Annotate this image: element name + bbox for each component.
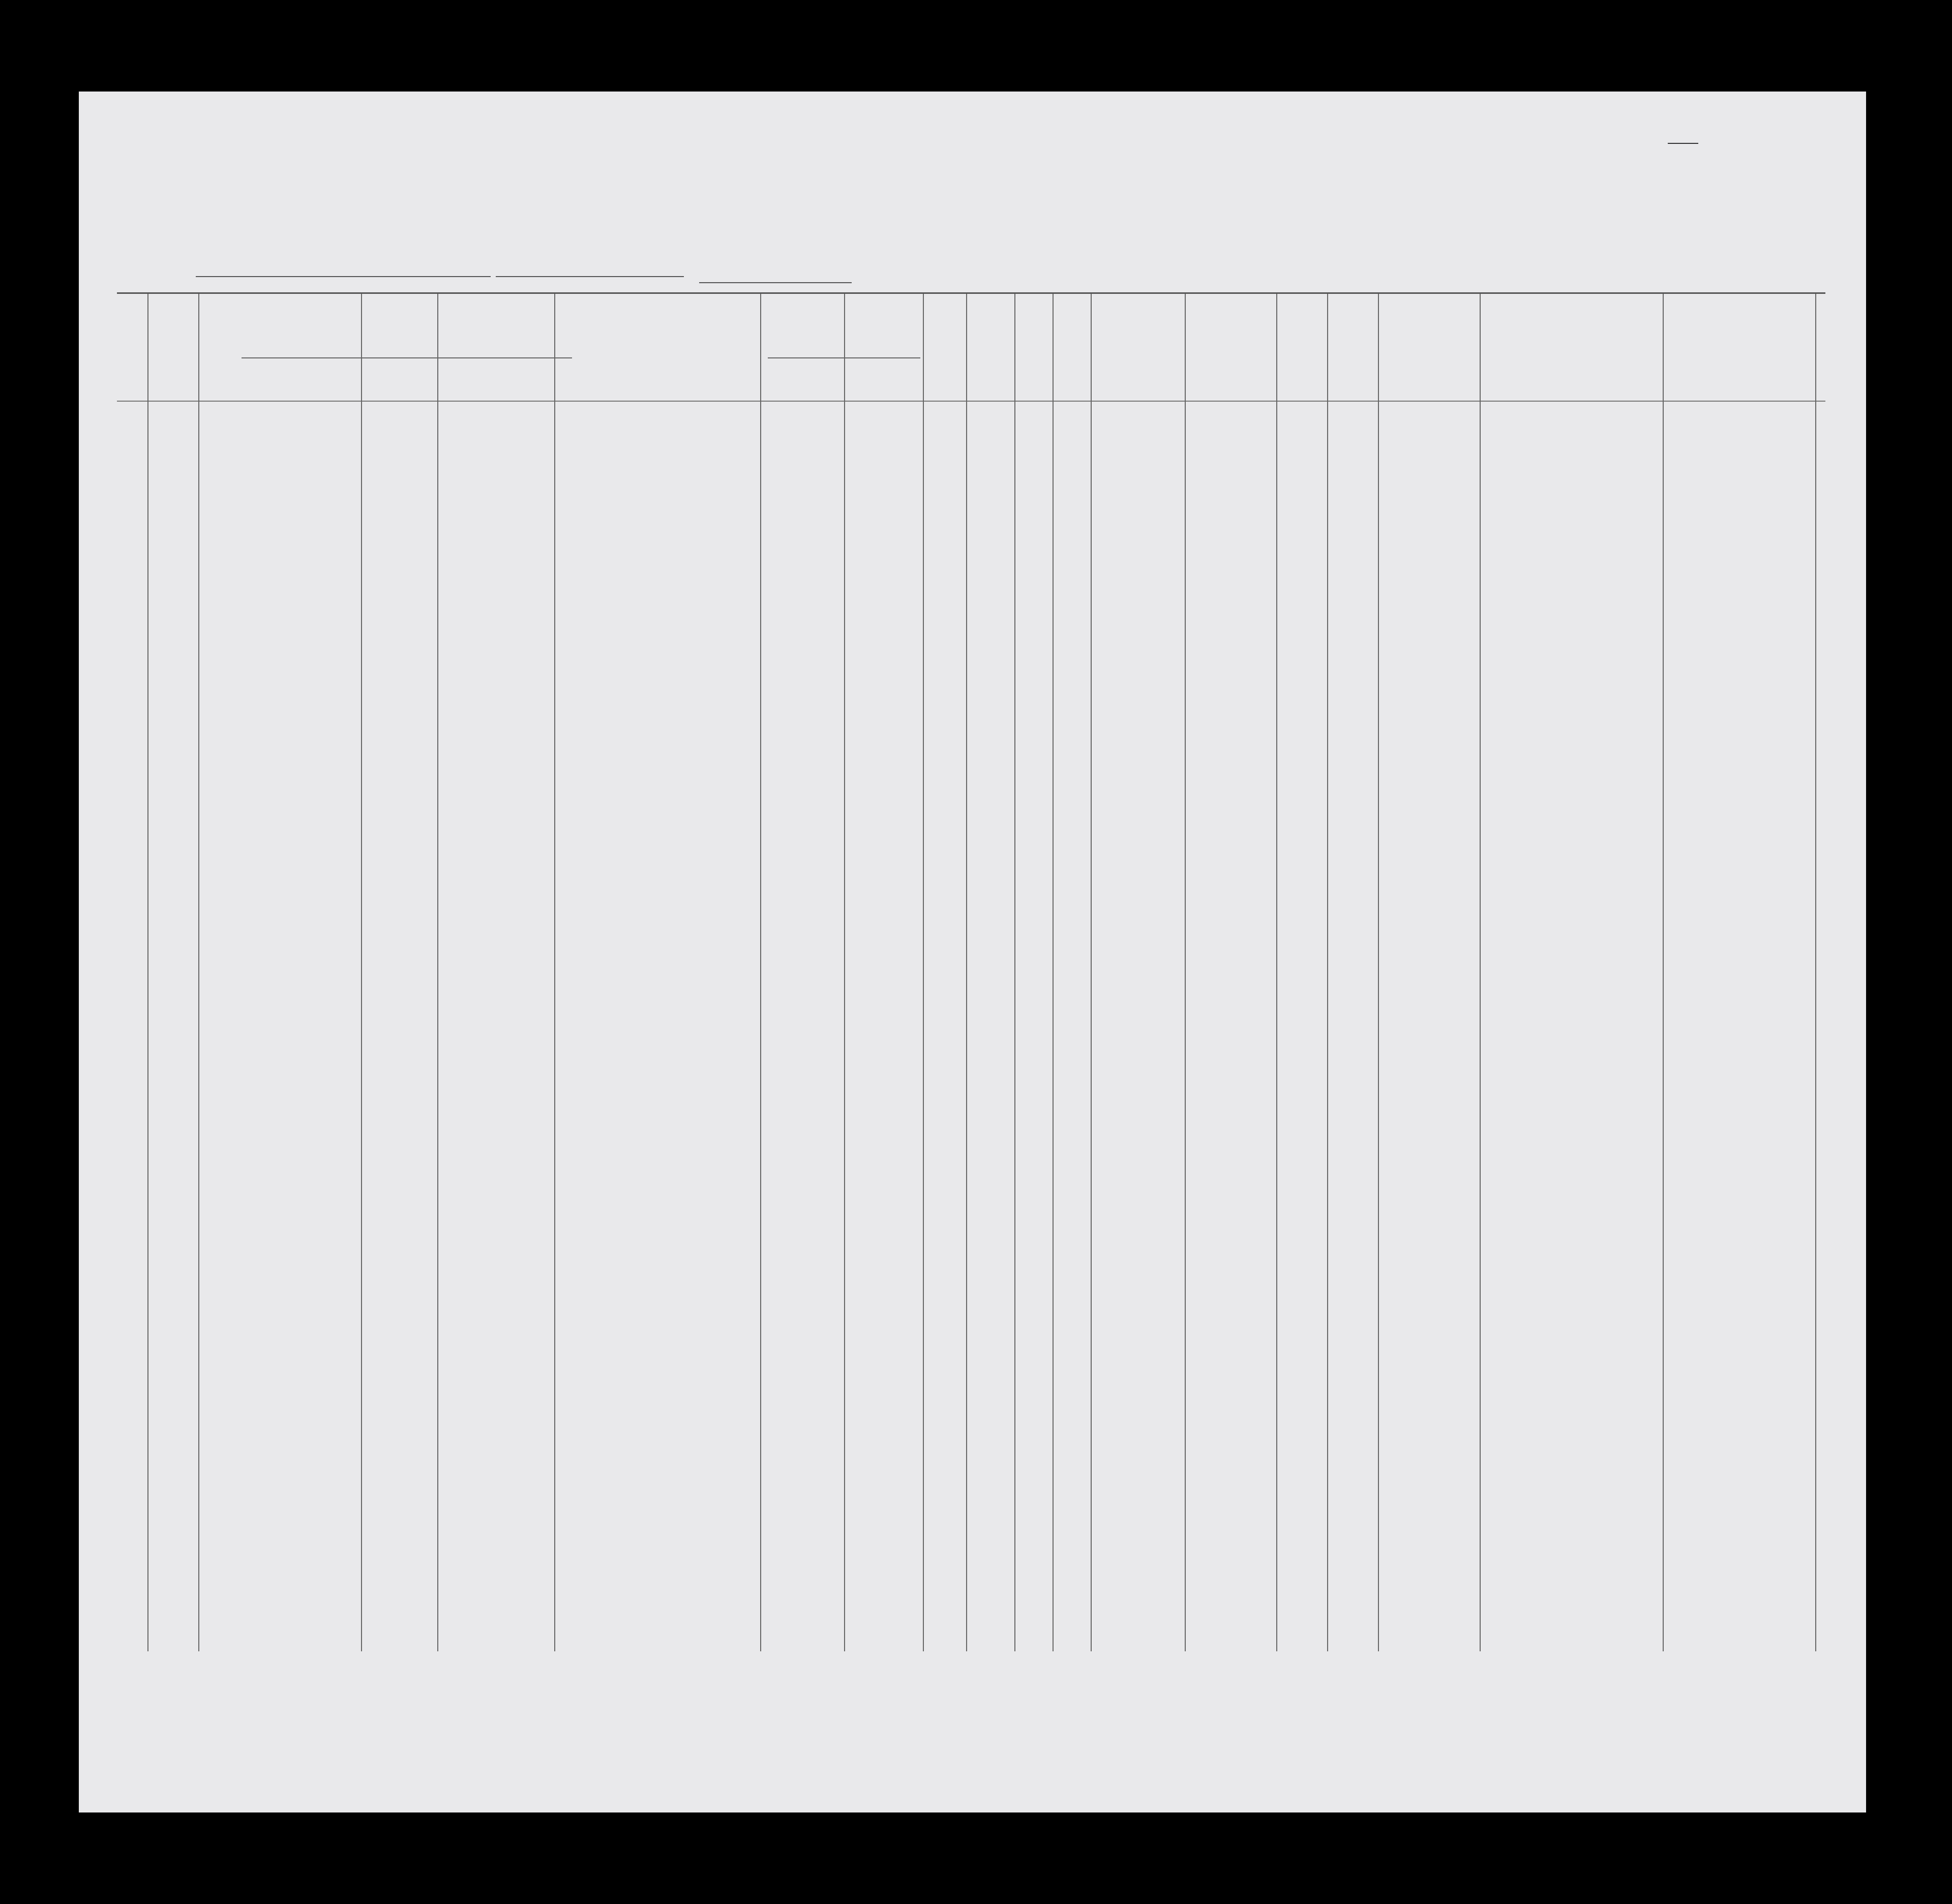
col-divider xyxy=(1014,294,1015,1651)
col-divider xyxy=(1378,294,1379,1651)
col-divider xyxy=(437,294,438,1651)
col-divider xyxy=(198,294,199,1651)
col-divider xyxy=(554,294,555,1651)
vessel-line xyxy=(196,258,852,283)
col-divider xyxy=(923,294,924,1651)
col-divider xyxy=(1815,294,1816,1651)
col-divider xyxy=(147,294,148,1651)
col-divider xyxy=(966,294,967,1651)
col-divider xyxy=(1185,294,1186,1651)
col-divider xyxy=(1663,294,1664,1651)
sheet-number xyxy=(1668,117,1698,143)
shipped-subrule xyxy=(768,357,920,358)
col-divider xyxy=(1053,294,1054,1651)
arrival-port xyxy=(496,276,684,277)
sheet-value xyxy=(1668,117,1698,144)
header-name-in-full xyxy=(198,303,575,312)
manifest-sheet xyxy=(79,92,1866,1812)
name-subrule xyxy=(242,357,572,358)
col-divider xyxy=(760,294,761,1651)
col-divider xyxy=(1276,294,1277,1651)
col-divider xyxy=(1091,294,1092,1651)
header-divider xyxy=(117,401,1825,402)
col-divider xyxy=(361,294,362,1651)
col-divider xyxy=(1480,294,1481,1651)
vessel-name xyxy=(196,276,491,277)
crew-table xyxy=(117,292,1825,1651)
col-divider xyxy=(844,294,845,1651)
col-divider xyxy=(1327,294,1328,1651)
